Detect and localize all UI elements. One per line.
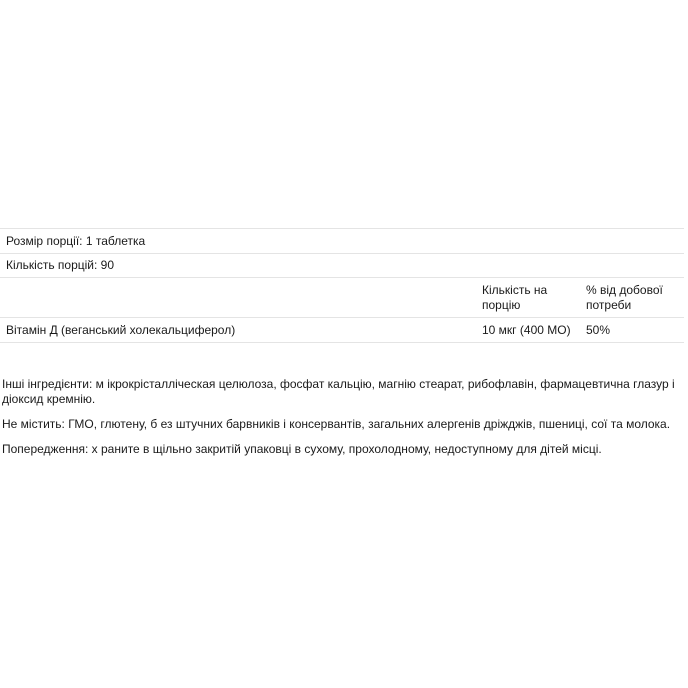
servings-per-container-text: Кількість порцій: 90 [6,258,115,272]
header-amount: Кількість на порцію [482,283,548,312]
nutrient-daily-value: 50% [586,322,611,337]
table-row [0,318,684,343]
warnings-text: Попередження: х раните в щільно закритій упаковці в сухому, прохолодному, недоступному для дітей місці. [2,442,602,456]
nutrient-amount: 10 мкг (400 МО) [482,322,571,337]
table-header-row [0,278,684,318]
serving-size-row [0,228,684,254]
servings-per-container-row [0,254,684,278]
other-ingredients-text: Інші інгредієнти: м ікрокрісталліческая целюлоза, фосфат кальцію, магнію стеарат, рибофлавін, фармацевтична глазур і діоксид кремнію. [2,377,675,406]
supplement-facts-table [0,228,684,343]
header-spacer [0,283,476,317]
nutrient-name: Вітамін Д (веганський холекальциферол) [6,322,236,337]
free-from-text: Не містить: ГМО, глютену, б ез штучних барвників і консервантів, загальних алергенів дріжджів, пшениці, сої та молока. [2,417,671,431]
serving-size-text: Розмір порції: 1 таблетка [6,233,146,248]
label-notes [0,377,684,457]
header-daily-value: % від добової потреби [586,283,663,312]
